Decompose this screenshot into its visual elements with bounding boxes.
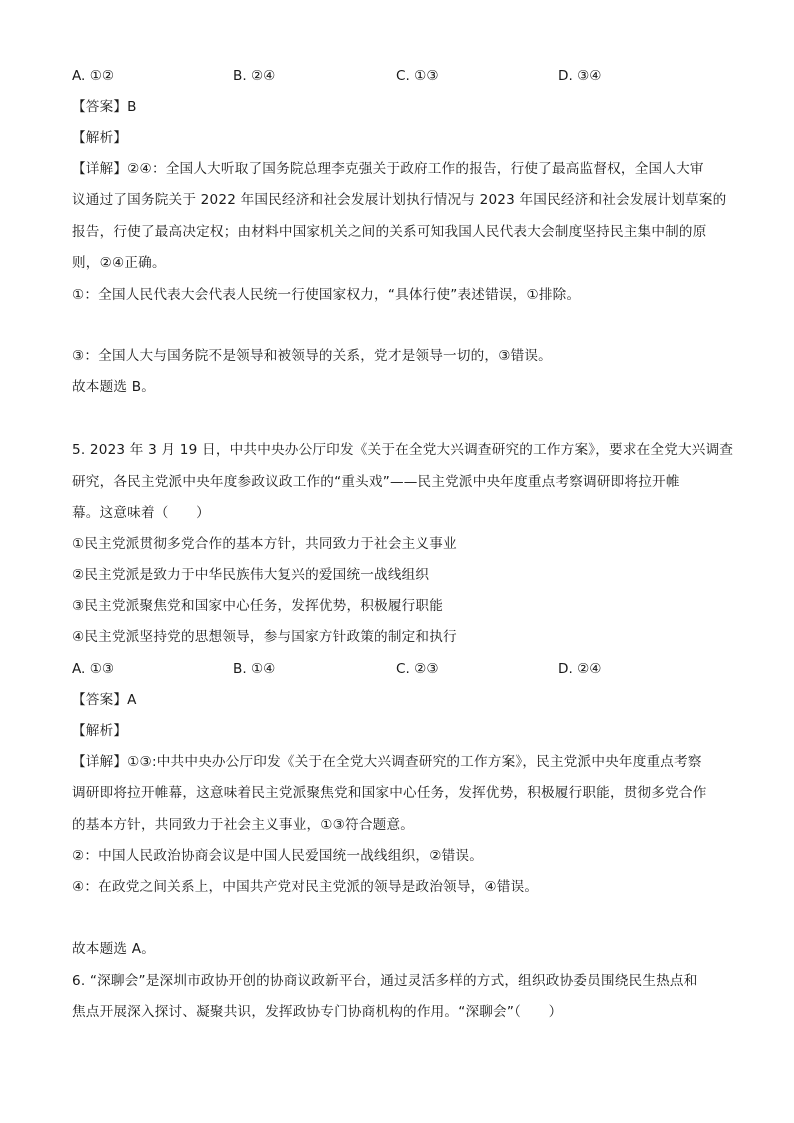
q4-answer: 【答案】B	[72, 99, 137, 115]
q4-conclusion: 故本题选 B。	[72, 379, 156, 395]
q5-stem-line: 研究，各民主党派中央年度参政议政工作的“重头戏”——民主党派中央年度重点考察调研即将拉开帷	[72, 474, 680, 490]
q5-analysis-label: 【解析】	[72, 723, 128, 739]
q5-option-c: C. ②③	[396, 661, 439, 677]
q4-detail-line: 报告，行使了最高决定权；由材料中国家机关之间的关系可知我国人民代表大会制度坚持民主集中制的原	[72, 224, 707, 240]
q4-analysis-label: 【解析】	[72, 130, 128, 146]
q5-statement-3: ③民主党派聚焦党和国家中心任务，发挥优势，积极履行职能	[72, 598, 444, 614]
q5-detail-line: ④：在政党之间关系上，中国共产党对民主党派的领导是政治领导，④错误。	[72, 879, 539, 895]
q4-detail-line: 议通过了国务院关于 2022 年国民经济和社会发展计划执行情况与 2023 年国民经济和社会发展计划草案的	[72, 192, 727, 208]
q4-option-d: D. ③④	[558, 68, 602, 84]
q5-option-a: A. ①③	[72, 661, 115, 677]
q4-detail-line: 【详解】②④：全国人大听取了国务院总理李克强关于政府工作的报告，行使了最高监督权，全国人大审	[72, 161, 704, 177]
q4-detail-line: ③：全国人大与国务院不是领导和被领导的关系，党才是领导一切的，③错误。	[72, 348, 552, 364]
q4-detail-line: ①：全国人民代表大会代表人民统一行使国家权力，“具体行使”表述错误，①排除。	[72, 287, 581, 303]
q5-conclusion: 故本题选 A。	[72, 941, 155, 957]
q4-option-a: A. ①②	[72, 68, 115, 84]
q5-statement-4: ④民主党派坚持党的思想领导，参与国家方针政策的制定和执行	[72, 629, 457, 645]
q5-detail-line: 的基本方针，共同致力于社会主义事业，①③符合题意。	[72, 817, 415, 833]
q5-detail-line: 调研即将拉开帷幕，这意味着民主党派聚焦党和国家中心任务，发挥优势，积极履行职能，贯彻多党合作	[72, 785, 707, 801]
q5-option-b: B. ①④	[233, 661, 276, 677]
q6-stem-line: 6. “深聊会”是深圳市政协开创的协商议政新平台，通过灵活多样的方式，组织政协委员围绕民生热点和	[72, 973, 698, 989]
q5-statement-1: ①民主党派贯彻多党合作的基本方针，共同致力于社会主义事业	[72, 536, 457, 552]
q5-detail-line: 【详解】①③:中共中央办公厅印发《关于在全党大兴调查研究的工作方案》，民主党派中央年度重点考察	[72, 754, 702, 770]
q5-option-d: D. ②④	[558, 661, 602, 677]
q4-option-c: C. ①③	[396, 68, 439, 84]
q5-stem-line: 幕。这意味着（ ）	[72, 505, 210, 521]
q5-detail-line: ②：中国人民政治协商会议是中国人民爱国统一战线组织，②错误。	[72, 848, 483, 864]
q4-detail-line: 则，②④正确。	[72, 255, 166, 271]
q4-option-b: B. ②④	[233, 68, 276, 84]
q5-answer: 【答案】A	[72, 692, 137, 708]
q5-stem-line: 5. 2023 年 3 月 19 日，中共中央办公厅印发《关于在全党大兴调查研究的工作方案》，要求在全党大兴调查	[72, 442, 734, 458]
q6-stem-line: 焦点开展深入探讨、凝聚共识，发挥政协专门协商机构的作用。“深聊会”（ ）	[72, 1004, 563, 1020]
q5-statement-2: ②民主党派是致力于中华民族伟大复兴的爱国统一战线组织	[72, 567, 430, 583]
